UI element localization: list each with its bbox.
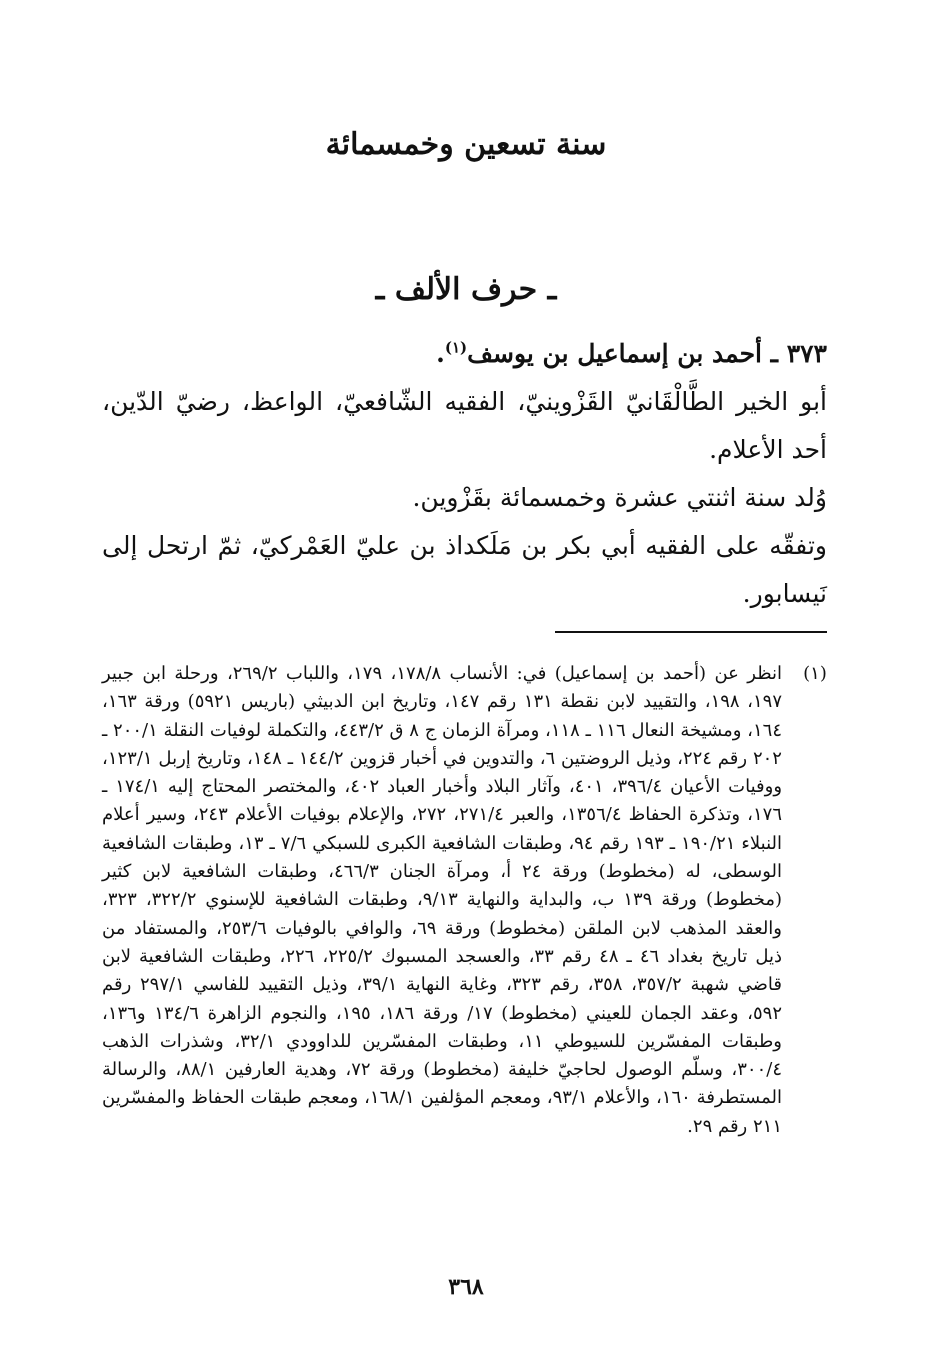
entry-paragraph-1: أبو الخير الطَّالْقَانيّ القَزْوينيّ، الفقيه الشّافعيّ، الواعظ، رضيّ الدّين، أحد الأعلام. bbox=[102, 387, 827, 464]
biography-entry bbox=[102, 330, 827, 618]
footnote-number: (١) bbox=[803, 663, 827, 684]
entry-title: ٣٧٣ ـ أحمد بن إسماعيل بن يوسف bbox=[467, 339, 827, 368]
entry-paragraph-3: وتفقّه على الفقيه أبي بكر بن مَلَكداذ بن عليّ العَمْركيّ، ثمّ ارتحل إلى نَيسابور. bbox=[102, 531, 827, 608]
section-heading: ـ حرف الألف ـ bbox=[375, 272, 557, 307]
year-heading: سنة تسعين وخمسمائة bbox=[325, 127, 607, 162]
page-number: ٣٦٨ bbox=[448, 1274, 484, 1300]
entry-heading: ٣٧٣ ـ أحمد بن إسماعيل بن يوسف$^{(١)}$. bbox=[436, 338, 827, 368]
footnote-text: انظر عن (أحمد بن إسماعيل) في: الأنساب ١٧٨/٨، ١٧٩، واللباب ٢٦٩/٢، ورحلة ابن جبير ١٩٧، ١٩٨، والتقييد لابن نقطة ١٣١ رقم ١٤٧، وتاريخ ابن الدبيثي (باريس ٥٩٢١) ورقة ١٦٣، ١٦٤، ومشيخة النعال ١١٦ ـ ١١٨، ومرآة الزمان ج ٨ ق ٤٤٣/٢، والتكملة لوفيات النقلة ٢٠٠/١ ـ ٢٠٢ رقم ٢٢٤، وذيل الروضتين ٦، والتدوين في أخبار قزوين ١٤٤/٢ ـ ١٤٨، وتاريخ إربل ١٢٣/١، ووفيات الأعيان ٣٩٦/٤، ٤٠١، وآثار البلاد وأخبار العباد ٤٠٢، والمختصر المحتاج إليه ١٧٤/١ ـ ١٧٦، وتذكرة الحفاظ ١٣٥٦/٤، والعبر ٢٧١/٤، ٢٧٢، والإعلام بوفيات الأعلام ٢٤٣، وسير أعلام النبلاء ١٩٠/٢١ ـ ١٩٣ رقم ٩٤، وطبقات الشافعية الكبرى للسبكي ٧/٦ ـ ١٣، وطبقات الشافعية الوسطى، له (مخطوط) ورقة ٢٤ أ، ومرآة الجنان ٤٦٦/٣، وطبقات الشافعية لابن كثير (مخطوط) ورقة ١٣٩ ب، والبداية والنهاية ٩/١٣، وطبقات الشافعية للإسنوي ٣٢٢/٢، ٣٢٣، والعقد المذهب لابن الملقن (مخطوط) ورقة ٦٩، والوافي بالوفيات ٢٥٣/٦، والمستفاد من ذيل تاريخ بغداد ٤٦ ـ ٤٨ رقم ٣٣، والعسجد المسبوك ٢٢٥/٢، ٢٢٦، وطبقات الشافعية لابن قاضي شهبة ٣٥٧/٢، ٣٥٨، رقم ٣٢٣، وغاية النهاية ٣٩/١، وذيل التقييد للفاسي ٢٩٧/١ رقم ٥٩٢، وعقد الجمان للعيني (مخطوط) ١٧/ ورقة ١٨٦، ١٩٥، والنجوم الزاهرة ١٣٤/٦ و١٣٦، وطبقات المفسّرين للسيوطي ١١، وطبقات المفسّرين للداوودي ٣٢/١، وشذرات الذهب ٣٠٠/٤، وسلّم الوصول لحاجيّ خليفة (مخطوط) ورقة ٧٢، وهدية العارفين ٨٨/١، والرسالة المستطرفة ١٦٠، والأعلام ٩٣/١، ومعجم المؤلفين ١٦٨/١، ومعجم طبقات الحفاظ والمفسّرين ٢١١ رقم ٢٩. bbox=[102, 663, 783, 1137]
footnote-divider bbox=[555, 631, 827, 633]
entry-paragraph-2: وُلد سنة اثنتي عشرة وخمسمائة بقَزْوين. bbox=[412, 483, 827, 512]
footnote bbox=[102, 660, 832, 1141]
footnote-marker: (١) bbox=[444, 338, 468, 357]
